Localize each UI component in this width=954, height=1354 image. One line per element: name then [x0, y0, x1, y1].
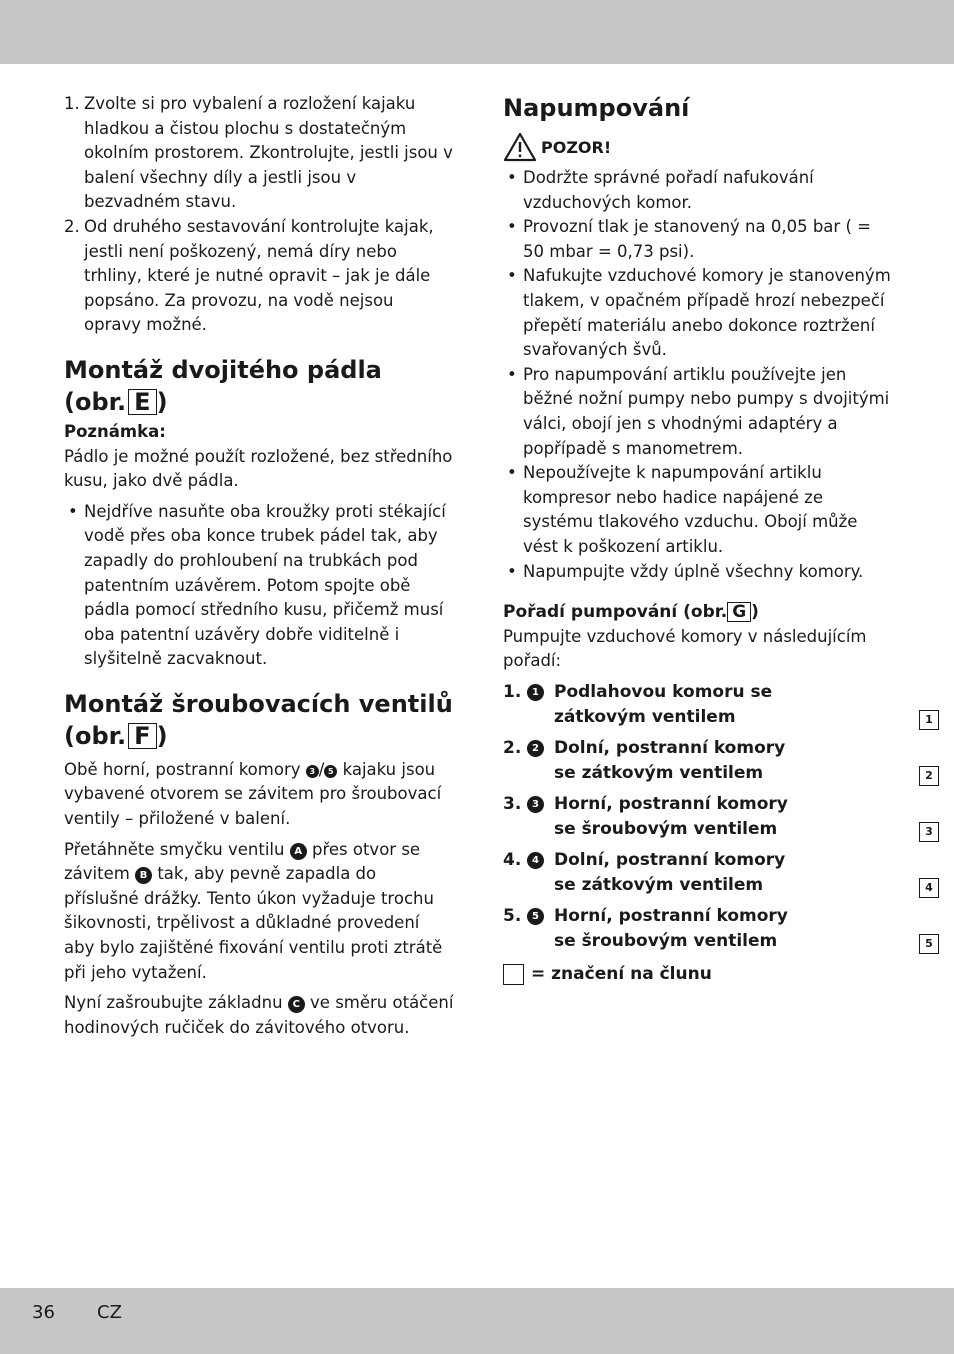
- right-column: [503, 92, 933, 985]
- footer-bar: [0, 1288, 954, 1354]
- warning-row: [503, 132, 895, 162]
- chamber-3-icon: 3: [306, 765, 319, 778]
- figure-ref-g: G: [727, 602, 751, 622]
- part-a-icon: A: [290, 843, 307, 860]
- note-label: Poznámka:: [64, 421, 166, 441]
- list-item: 1. Zvolte si pro vybalení a rozložení kajaku hladkou a čistou plochu s dostatečným okolním prostorem. Zkontrolujte, jestli jsou v balení všechny díly a jestli jsou v bezvadném stavu.: [64, 94, 453, 212]
- boat-marking: 5: [919, 934, 939, 954]
- list-item: • Nepoužívejte k napumpování artiklu kompresor nebo hadice napájené ze systému tlakového vzduchu. Obojí může vést k poškození artiklu.: [503, 461, 895, 559]
- header-bar: [0, 0, 954, 64]
- warning-triangle-icon: [503, 132, 537, 162]
- unpacking-steps: [64, 92, 454, 338]
- sequence-item: 2. 2 Dolní, postranní komory se zátkovým ventilem 2: [503, 736, 888, 786]
- inflation-sequence: [503, 680, 933, 954]
- chamber-5-icon: 5: [324, 765, 337, 778]
- chamber-1-icon: 1: [527, 684, 544, 701]
- page-number: 36: [32, 1302, 55, 1323]
- valves-paragraph-1: Obě horní, postranní komory 3 / 5 kajaku jsou vybavené otvorem se závitem pro šroubovací ventily – přiložené v balení.: [64, 759, 442, 829]
- boat-marking: 4: [919, 878, 939, 898]
- language-code: CZ: [97, 1302, 122, 1323]
- list-item: • Nafukujte vzduchové komory je stanoveným tlakem, v opačném případě hrozí nebezpečí přepětí materiálu anebo dokonce roztržení svařovaných švů.: [503, 264, 895, 362]
- warning-label: POZOR!: [541, 137, 612, 157]
- part-b-icon: B: [135, 867, 152, 884]
- sequence-item: 5. 5 Horní, postranní komory se šroubovým ventilem 5: [503, 904, 888, 954]
- figure-ref-f: F: [128, 723, 156, 749]
- boat-marking: 2: [919, 766, 939, 786]
- list-item: • Dodržte správné pořadí nafukování vzduchových komor.: [503, 166, 895, 215]
- inflation-section-title: Napumpování: [503, 94, 690, 122]
- inflation-bullets: [503, 166, 895, 584]
- boat-marking: 1: [919, 710, 939, 730]
- order-title: Pořadí pumpování (obr. G ): [503, 602, 759, 623]
- chamber-2-icon: 2: [527, 740, 544, 757]
- list-item: • Pro napumpování artiklu používejte jen běžné nožní pumpy nebo pumpy s dvojitými válci, obojí jen s vhodnými adaptéry a popřípadě s manometrem.: [503, 363, 895, 461]
- chamber-4-icon: 4: [527, 852, 544, 869]
- order-intro: Pumpujte vzduchové komory v následujícím pořadí:: [503, 626, 867, 671]
- figure-ref-e: E: [128, 389, 156, 415]
- chamber-5-icon: 5: [527, 908, 544, 925]
- list-item: • Napumpujte vždy úplně všechny komory.: [503, 560, 895, 585]
- marking-legend: = značení na člunu: [503, 964, 895, 985]
- list-item: 2. Od druhého sestavování kontrolujte kajak, jestli není poškozený, nemá díry nebo trhliny, které je nutné opravit – jak je dále popsáno. Za provozu, na vodě nejsou opravy možné.: [64, 216, 434, 335]
- part-c-icon: C: [288, 996, 305, 1013]
- valves-paragraph-2: Přetáhněte smyčku ventilu A přes otvor se závitem B tak, aby pevně zapadla do příslušné drážky. Tento úkon vyžaduje trochu šikovnosti, trpělivost a důkladné provedení aby bylo zajištěné fixování ventilu proti ztrátě při jeho vytažení.: [64, 839, 443, 982]
- list-item: • Nejdříve nasuňte oba kroužky proti stékající vodě přes oba konce trubek pádel tak, aby zapadly do prohloubení na trubkách pod patentním uzávěrem. Potom spojte obě pádla pomocí středního kusu, přičemž musí oba patentní uzávěry dobře viditelně i slyšitelně zacvaknout.: [64, 500, 454, 672]
- paddle-section-title: Montáž dvojitého pádla (obr. E ): [64, 355, 382, 416]
- legend-box: [503, 964, 524, 985]
- valves-paragraph-3: Nyní zašroubujte základnu C ve směru otáčení hodinových ručiček do závitového otvoru.: [64, 993, 454, 1037]
- paddle-bullets: [64, 500, 454, 672]
- chamber-3-icon: 3: [527, 796, 544, 813]
- left-column: [64, 92, 454, 1040]
- sequence-item: 1. 1 Podlahovou komoru se zátkovým ventilem 1: [503, 680, 888, 730]
- note-text: Pádlo je možné použít rozložené, bez středního kusu, jako dvě pádla.: [64, 446, 453, 491]
- sequence-item: 3. 3 Horní, postranní komory se šroubovým ventilem 3: [503, 792, 888, 842]
- list-item: • Provozní tlak je stanovený na 0,05 bar ( = 50 mbar = 0,73 psi).: [503, 215, 895, 264]
- boat-marking: 3: [919, 822, 939, 842]
- sequence-item: 4. 4 Dolní, postranní komory se zátkovým ventilem 4: [503, 848, 888, 898]
- valves-section-title: Montáž šroubovacích ventilů (obr. F ): [64, 689, 453, 750]
